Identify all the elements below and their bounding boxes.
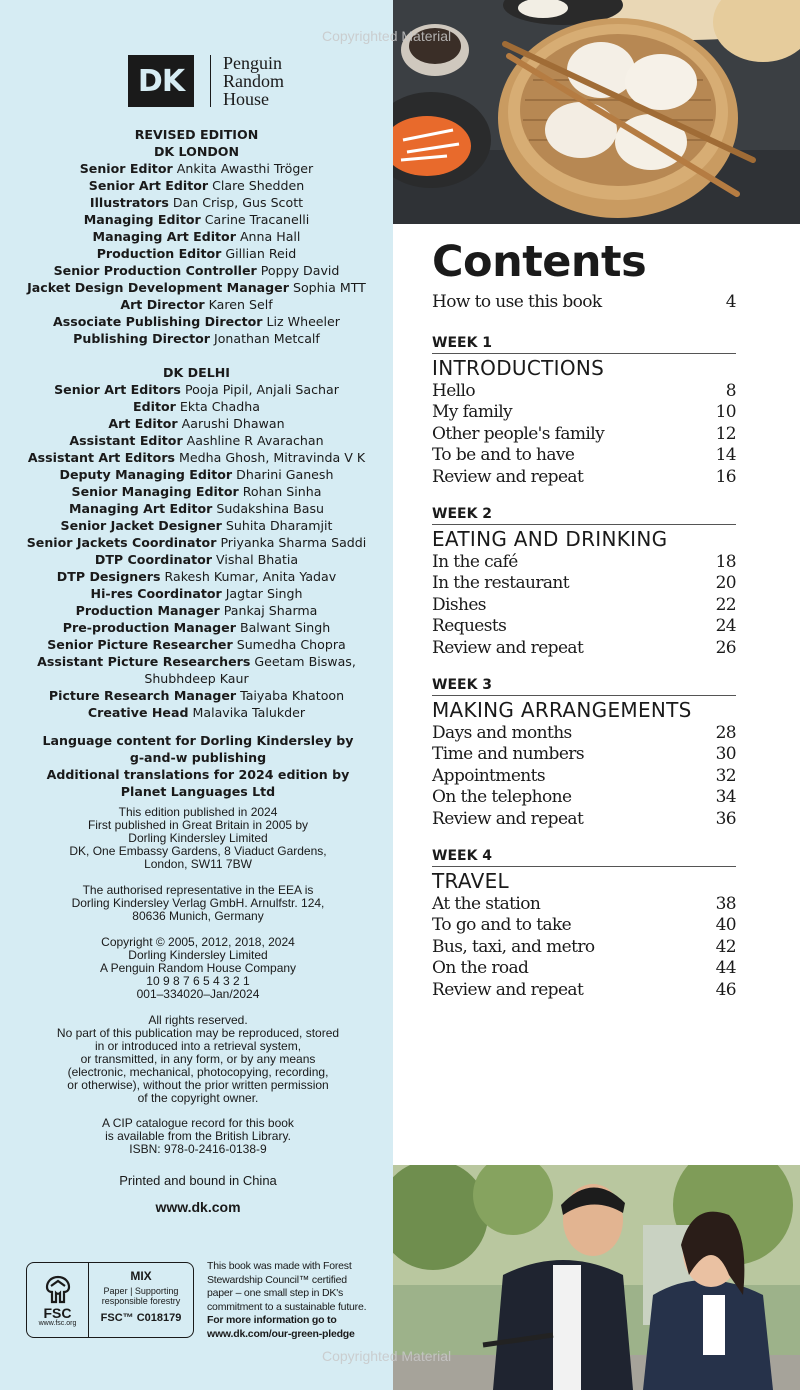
toc-entry[interactable] [432,595,736,617]
toc-entry-page: 30 [715,744,736,765]
credit-name: Carine Tracanelli [204,212,310,227]
fsc-logo [27,1263,89,1337]
toc-entry[interactable] [432,381,736,403]
toc-entry[interactable] [432,787,736,809]
language-line: Additional translations for 2024 edition by [46,767,350,782]
fsc-site: www.fsc.org [38,1319,77,1327]
toc-entry-label: Review and repeat [432,637,584,658]
credit-name: Gillian Reid [225,246,297,261]
week-heading: WEEK 1 [432,334,736,354]
credit-name: Shubhdeep Kaur [144,671,249,686]
credit-line [0,534,393,551]
credit-line [0,279,393,296]
week-heading: WEEK 4 [432,847,736,867]
credit-name: Suhita Dharamjit [225,518,333,533]
week-heading: WEEK 2 [432,505,736,525]
credit-name: Jagtar Singh [225,586,303,601]
london-credits [0,126,393,347]
credit-line [0,585,393,602]
credit-name: Liz Wheeler [266,314,340,329]
info-line: 10 9 8 7 6 5 4 3 2 1 [146,974,250,988]
toc-entry-label: At the station [432,893,541,914]
credit-line [0,602,393,619]
credit-role: Senior Jacket Designer [60,518,222,533]
toc-entry-page: 10 [715,402,736,423]
info-line: First published in Great Britain in 2005 by [87,818,309,832]
credit-role: Assistant Picture Researchers [37,654,251,669]
dumplings-photo [393,0,800,224]
info-line: A CIP catalogue record for this book [102,1116,294,1130]
info-line: or otherwise), without the prior written permission [67,1078,329,1092]
toc-entry-page: 46 [715,979,736,1000]
credit-line [0,568,393,585]
toc-entry-label: In the café [432,551,518,572]
credit-name: Aarushi Dhawan [181,416,285,431]
fsc-label [89,1263,193,1337]
dumplings-illustration [393,0,800,224]
penguin-random-house-logo: Penguin Random House [223,53,284,109]
credit-name: Dan Crisp, Gus Scott [172,195,304,210]
credit-line [0,194,393,211]
toc-entry-label: Review and repeat [432,979,584,1000]
toc-entry-label: To go and to take [432,915,572,936]
toc-entry[interactable] [432,638,736,660]
info-line: DK, One Embassy Gardens, 8 Viaduct Gardens, [69,844,327,858]
credit-role: Senior Editor [79,161,173,176]
credit-name: Aashline R Avarachan [186,433,324,448]
fsc-paper: Paper | Supporting [103,1286,179,1296]
credit-line [0,483,393,500]
credit-name: Medha Ghosh, Mitravinda V K [179,450,366,465]
toc-entry-label: Review and repeat [432,466,584,487]
credit-name: Anna Hall [239,229,301,244]
toc-entry-label: How to use this book [432,292,602,312]
logo-divider [210,55,211,107]
toc-entry[interactable] [432,766,736,788]
couple-illustration [393,1165,800,1390]
info-line: ISBN: 978-0-2416-0138-9 [129,1142,267,1156]
toc-entry-label: Days and months [432,722,572,743]
credit-name: Sudakshina Basu [216,501,324,516]
publisher-logo [128,54,284,108]
publication-info [0,806,410,871]
credit-role: Senior Jackets Coordinator [26,535,217,550]
fsc-tree-icon [41,1274,75,1306]
toc-entry-label: Bus, taxi, and metro [432,936,595,957]
week-theme: MAKING ARRANGEMENTS [432,697,692,722]
credit-name: Ankita Awasthi Tröger [176,161,314,176]
week-theme: EATING AND DRINKING [432,526,668,551]
info-line: (electronic, mechanical, photocopying, recording, [67,1065,329,1079]
credit-line [0,466,393,483]
credit-name: Poppy David [260,263,340,278]
toc-entry-page: 28 [715,722,736,743]
toc-entry-label: Time and numbers [432,744,584,765]
credit-line [0,211,393,228]
toc-entry-page: 4 [725,292,736,312]
language-credits [0,732,410,800]
toc-entry-page: 16 [715,466,736,487]
credit-role: Assistant Art Editors [27,450,176,465]
credit-line [0,415,393,432]
credit-role: Deputy Managing Editor [59,467,233,482]
credit-role: DTP Coordinator [94,552,212,567]
info-line: No part of this publication may be reproduced, stored [56,1026,340,1040]
info-line: All rights reserved. [148,1013,248,1027]
week-theme: TRAVEL [432,868,509,893]
toc-entry[interactable] [432,980,736,1002]
credit-line [0,670,393,687]
credit-line [0,636,393,653]
credits-panel [0,0,393,1390]
credit-role: Hi-res Coordinator [90,586,222,601]
note-line: commitment to a sustainable future. [207,1300,367,1313]
toc-entry[interactable] [432,616,736,638]
credit-role: Jacket Design Development Manager [27,280,289,295]
toc-entry-label: Dishes [432,594,486,615]
office-heading: DK LONDON [153,144,240,159]
credit-role: Managing Art Editor [68,501,213,516]
toc-entry-page: 20 [715,573,736,594]
toc-entry-page: 24 [715,616,736,637]
credit-role: Production Manager [75,603,220,618]
info-line: Dorling Kindersley Verlag GmbH. Arnulfstr. 124, [71,896,325,910]
office-heading: DK DELHI [163,365,230,380]
credit-line [0,653,393,670]
toc-entry-page: 34 [715,787,736,808]
credit-role: Senior Managing Editor [71,484,239,499]
credit-line [0,177,393,194]
credit-name: Vishal Bhatia [216,552,299,567]
toc-entry-label: In the restaurant [432,573,569,594]
info-line: A Penguin Random House Company [99,961,297,975]
credit-name: Karen Self [208,297,273,312]
dk-logo-icon: DK [128,55,194,107]
website-url[interactable]: www.dk.com [155,1199,241,1215]
toc-entry[interactable] [432,915,736,937]
credit-role: Managing Art Editor [92,229,236,244]
info-line: Dorling Kindersley Limited [128,831,268,845]
toc-entry-page: 8 [725,380,736,401]
toc-entry-label: My family [432,402,513,423]
toc-entry-label: To be and to have [432,445,575,466]
credit-name: Jonathan Metcalf [214,331,320,346]
credit-line [0,449,393,466]
toc-entry[interactable] [432,894,736,916]
toc-entry-label: On the telephone [432,787,572,808]
credit-line [0,160,393,177]
info-line: of the copyright owner. [137,1091,259,1105]
credit-name: Malavika Talukder [192,705,306,720]
credit-line [0,432,393,449]
table-of-contents [432,238,736,1001]
website-link[interactable] [0,1201,410,1214]
credit-name: Ekta Chadha [179,399,260,414]
toc-entry-page: 40 [715,915,736,936]
toc-entry[interactable] [432,809,736,831]
credit-line [0,262,393,279]
couple-photo [393,1165,800,1390]
eea-info [0,884,410,923]
credit-name: Taiyaba Khatoon [240,688,345,703]
credit-name: Rakesh Kumar, Anita Yadav [164,569,337,584]
toc-entry[interactable] [432,445,736,467]
credit-role: Managing Editor [83,212,201,227]
info-line: The authorised representative in the EEA is [82,883,314,897]
rights-info [0,1014,410,1105]
info-line: or transmitted, in any form, or by any means [80,1052,316,1066]
credit-line [0,619,393,636]
info-line: in or introduced into a retrieval system, [94,1039,302,1053]
credit-name: Geetam Biswas, [254,654,356,669]
info-line: This edition published in 2024 [118,805,278,819]
info-line: Printed and bound in China [119,1173,277,1188]
printed-info [0,1174,410,1187]
fsc-brand: FSC [43,1304,72,1321]
info-line: 001–334020–Jan/2024 [136,987,260,1001]
toc-entry-page: 26 [715,637,736,658]
toc-entry-page: 12 [715,423,736,444]
credit-role: Picture Research Manager [48,688,237,703]
watermark: Copyrighted Material [322,28,452,44]
credit-role: Senior Art Editors [54,382,181,397]
credit-role: Production Editor [96,246,222,261]
fsc-badge [26,1262,194,1338]
credit-role: Senior Art Editor [88,178,209,193]
credit-line [0,381,393,398]
credit-line [0,245,393,262]
note-line: For more information go to [207,1314,337,1326]
fsc-mix: MIX [130,1269,152,1283]
credit-role: DTP Designers [56,569,161,584]
credit-name: Clare Shedden [212,178,305,193]
credit-role: Assistant Editor [69,433,183,448]
note-line: Stewardship Council™ certified [207,1273,347,1286]
fsc-code: FSC™ C018179 [100,1312,182,1324]
info-line: 80636 Munich, Germany [132,909,264,923]
toc-entry-page: 22 [715,594,736,615]
edition-heading: REVISED EDITION [134,127,259,142]
credit-line [0,313,393,330]
toc-entry-label: Requests [432,616,507,637]
credit-line [0,500,393,517]
cip-info [0,1117,410,1156]
credit-line [0,228,393,245]
credit-name: Pankaj Sharma [223,603,318,618]
credit-name: Sophia MTT [292,280,366,295]
toc-entry[interactable] [432,958,736,980]
credit-role: Creative Head [87,705,189,720]
credit-line [0,398,393,415]
credit-name: Balwant Singh [239,620,331,635]
credit-name: Pooja Pipil, Anjali Sachar [184,382,339,397]
green-pledge-note [207,1260,393,1341]
toc-entry-page: 36 [715,808,736,829]
toc-entry-page: 38 [715,893,736,914]
credit-name: Rohan Sinha [242,484,322,499]
credit-line [0,687,393,704]
credit-name: Priyanka Sharma Saddi [220,535,367,550]
toc-entry-page: 42 [715,936,736,957]
credit-line [0,517,393,534]
note-line: paper – one small step in DK's [207,1287,344,1299]
copyright-info [0,936,410,1001]
toc-entry[interactable] [432,402,736,424]
credit-role: Pre-production Manager [62,620,236,635]
contents-title: Contents [432,237,647,287]
toc-entry-label: Appointments [432,765,545,786]
toc-entry[interactable] [432,292,736,314]
language-line: g-and-w publishing [129,750,267,765]
toc-entry-page: 14 [715,445,736,466]
toc-entry[interactable] [432,573,736,595]
credit-role: Art Director [120,297,205,312]
toc-entry[interactable] [432,744,736,766]
credit-line [0,296,393,313]
toc-entry[interactable] [432,723,736,745]
info-line: London, SW11 7BW [144,857,252,871]
info-line: Dorling Kindersley Limited [128,948,268,962]
language-line: Planet Languages Ltd [120,784,276,799]
toc-entry[interactable] [432,937,736,959]
credit-name: Dharini Ganesh [236,467,334,482]
toc-entry-page: 32 [715,765,736,786]
toc-entry[interactable] [432,424,736,446]
credit-role: Art Editor [108,416,178,431]
credit-line [0,330,393,347]
week-theme: INTRODUCTIONS [432,355,605,380]
info-line: is available from the British Library. [105,1129,291,1143]
watermark: Copyrighted Material [322,1348,452,1364]
fsc-paper: responsible forestry [101,1296,181,1306]
credit-role: Editor [133,399,176,414]
credit-role: Senior Production Controller [53,263,257,278]
delhi-credits [0,364,393,721]
credit-role: Illustrators [89,195,169,210]
info-line: Copyright © 2005, 2012, 2018, 2024 [101,935,295,949]
credit-role: Associate Publishing Director [53,314,263,329]
credit-name: Sumedha Chopra [236,637,346,652]
note-line: This book was made with Forest [207,1260,352,1272]
credit-role: Publishing Director [73,331,210,346]
week-heading: WEEK 3 [432,676,736,696]
toc-entry[interactable] [432,552,736,574]
toc-entry-page: 18 [715,551,736,572]
toc-entry[interactable] [432,467,736,489]
language-line: Language content for Dorling Kindersley by [42,733,354,748]
credit-line [0,704,393,721]
toc-entry-label: Other people's family [432,423,605,444]
toc-entry-label: Hello [432,380,475,401]
credit-line [0,551,393,568]
toc-entry-page: 44 [715,958,736,979]
toc-entry-label: Review and repeat [432,808,584,829]
green-pledge-link[interactable]: www.dk.com/our-green-pledge [207,1327,355,1340]
credit-role: Senior Picture Researcher [47,637,233,652]
toc-entry-label: On the road [432,958,529,979]
